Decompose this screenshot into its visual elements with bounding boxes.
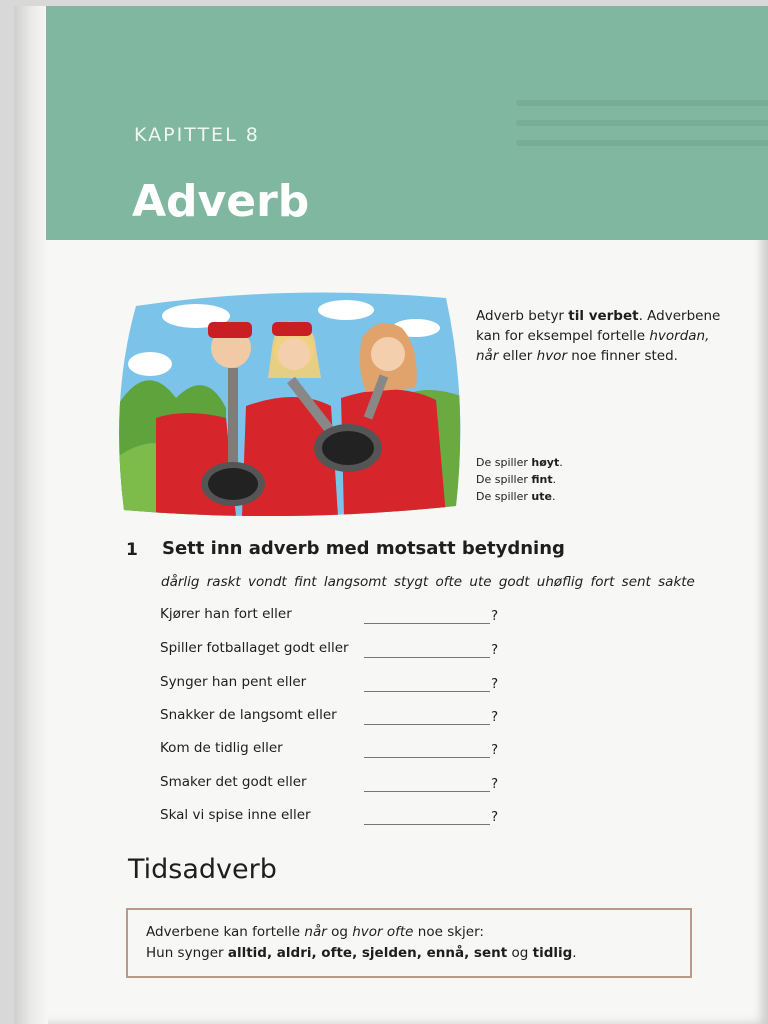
bleed-through-text [516,86,768,196]
page-title: Adverb [132,176,310,227]
band-illustration [116,288,466,516]
info-box [126,908,692,978]
answer-line[interactable] [364,824,490,825]
word-bank: dårlig raskt vondt fint langsomt stygt ofte ute godt uhøflig fort sent sakte [161,574,695,590]
question-text: Kom de tidlig eller [160,740,283,756]
question-mark: ? [491,676,499,692]
intro-text: Adverb betyr til verbet. Adverbene kan for eksempel fortelle hvordan, når eller hvor noe finner sted. [476,308,721,364]
question-text: Synger han pent eller [160,674,307,690]
exercise-title: Sett inn adverb med motsatt betydning [162,538,565,559]
question-text: Spiller fotballaget godt eller [160,640,349,656]
info-line: Adverbene kan fortelle når og hvor ofte noe skjer: [146,924,484,940]
example-list [476,454,563,505]
book-spine [14,6,48,1024]
chapter-label: KAPITTEL 8 [134,124,260,146]
question-mark: ? [491,809,499,825]
section-title: Tidsadverb [128,854,277,885]
question-mark: ? [491,642,499,658]
answer-line[interactable] [364,657,490,658]
answer-line[interactable] [364,691,490,692]
example-line: De spiller høyt. [476,456,563,469]
answer-line[interactable] [364,623,490,624]
answer-line[interactable] [364,724,490,725]
question-mark: ? [491,608,499,624]
question-mark: ? [491,709,499,725]
question-text: Smaker det godt eller [160,774,307,790]
question-text: Snakker de langsomt eller [160,707,337,723]
answer-line[interactable] [364,757,490,758]
question-mark: ? [491,776,499,792]
exercise-number: 1 [126,540,138,560]
question-text: Skal vi spise inne eller [160,807,311,823]
question-text: Kjører han fort eller [160,606,292,622]
answer-line[interactable] [364,791,490,792]
question-mark: ? [491,742,499,758]
example-line: De spiller ute. [476,490,556,503]
example-line: De spiller fint. [476,473,557,486]
info-line: Hun synger alltid, aldri, ofte, sjelden, ennå, sent og tidlig. [146,945,577,961]
book-page [14,6,768,1024]
